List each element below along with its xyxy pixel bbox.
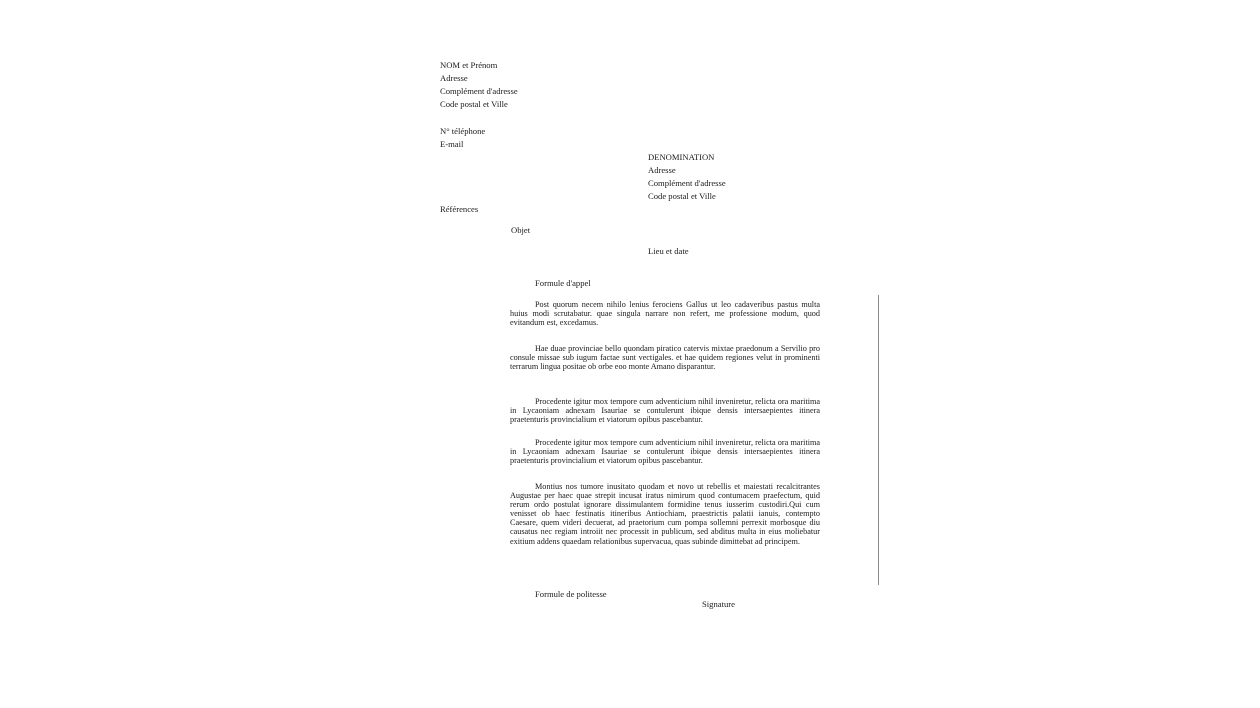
body-paragraph-4: Procedente igitur mox tempore cum adventicium nihil inveniretur, relicta ora maritima in Lycaoniam adnexam Isauriae se contulerunt ibique densis intersaepientes itinera praetenturis provincialium et viatorum opibus pascebantur. [510, 438, 820, 466]
salutation: Formule d'appel [535, 278, 591, 288]
margin-rule [878, 295, 879, 585]
sender-email: E-mail [440, 139, 464, 149]
recipient-postal-city: Code postal et Ville [648, 191, 716, 201]
body-paragraph-3: Procedente igitur mox tempore cum adventicium nihil inveniretur, relicta ora maritima in Lycaoniam adnexam Isauriae se contulerunt ibique densis intersaepientes itinera praetenturis provincialium et viatorum opibus pascebantur. [510, 397, 820, 425]
recipient-address: Adresse [648, 165, 676, 175]
sender-phone: N° téléphone [440, 126, 486, 136]
body-paragraph-2: Hae duae provinciae bello quondam piratico catervis mixtae praedonum a Servilio pro consule missae sub iugum factae sunt vectigales. et hae quidem regiones velut in prominenti terrarum lingua positae ob orbe eoo monte Amano disparantur. [510, 344, 820, 372]
sender-name: NOM et Prénom [440, 60, 498, 70]
recipient-address-complement: Complément d'adresse [648, 178, 726, 188]
subject: Objet [511, 225, 531, 235]
signature: Signature [702, 599, 735, 609]
sender-postal-city: Code postal et Ville [440, 99, 508, 109]
place-date: Lieu et date [648, 246, 689, 256]
body-paragraph-5: Montius nos tumore inusitato quodam et novo ut rebellis et maiestati recalcitrantes Augustae per haec quae strepit incusat iratus nimirum quod contumacem praefectum, quid rerum ordo postulat ignorare dissimulantem formidine tenus iusserim custodiri.Qui cum venisset ob haec festinatis itineribus Antiochiam, praestrictis palatii ianuis, contempto Caesare, quem videri decuerat, ad praetorium cum pompa sollemni perrexit morbosque diu causatus nec regiam introiit nec processit in publicum, sed abditus multa in eius moliebatur exitium addens quaedam relationibus supervacua, quas subinde dimittebat ad principem. [510, 482, 820, 546]
references: Références [440, 204, 479, 214]
sender-address: Adresse [440, 73, 468, 83]
body-paragraph-1: Post quorum necem nihilo lenius ferociens Gallus ut leo cadaveribus pastus multa huius modi scrutabatur. quae singula narrare non refert, me professione modum, quod evitandum est, excedamus. [510, 300, 820, 328]
recipient-name: DENOMINATION [648, 152, 715, 162]
sender-address-complement: Complément d'adresse [440, 86, 518, 96]
closing: Formule de politesse [535, 589, 607, 599]
